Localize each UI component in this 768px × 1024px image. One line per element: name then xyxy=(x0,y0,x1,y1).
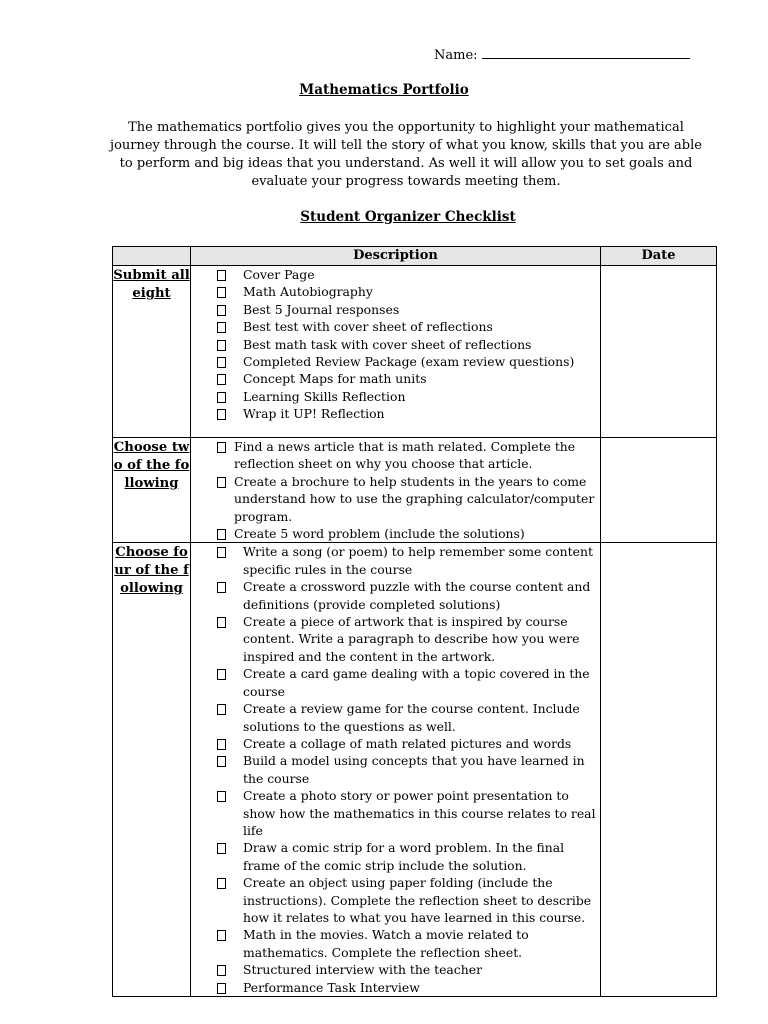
checklist-item xyxy=(217,318,596,335)
checklist-item xyxy=(217,752,596,787)
checkbox[interactable] xyxy=(217,477,226,488)
header-date: Date xyxy=(601,247,717,266)
header-label xyxy=(113,247,191,266)
row-description xyxy=(191,543,601,997)
checklist-item-text: Create a photo story or power point presentation to show how the mathematics in this course relates to real life xyxy=(243,788,596,838)
checklist-item xyxy=(217,283,596,300)
checkbox[interactable] xyxy=(217,374,226,385)
checklist-item xyxy=(217,543,596,578)
name-blank[interactable] xyxy=(482,46,690,59)
checklist-item-text: Cover Page xyxy=(243,267,315,282)
checklist-item xyxy=(217,353,596,370)
name-field xyxy=(434,46,690,63)
table-row xyxy=(113,438,717,543)
checklist-item-text: Math Autobiography xyxy=(243,284,373,300)
checklist-item xyxy=(217,370,596,387)
checkbox[interactable] xyxy=(217,983,226,994)
checklist-item-text: Completed Review Package (exam review questions) xyxy=(243,354,575,370)
checklist-item-text: Wrap it UP! Reflection xyxy=(243,406,385,422)
checklist-item-text: Create a collage of math related pictures and words xyxy=(243,735,572,751)
checkbox[interactable] xyxy=(217,442,226,453)
checkbox[interactable] xyxy=(217,582,226,593)
checklist-table xyxy=(112,246,717,997)
checklist-item xyxy=(217,926,596,961)
checklist-item-text: Write a song (or poem) to help remember some content specific rules in the course xyxy=(243,544,593,577)
row-description xyxy=(191,266,601,438)
table-row xyxy=(113,543,717,997)
table-header-row xyxy=(113,247,717,266)
row-date-cell[interactable] xyxy=(601,543,717,997)
checklist-item xyxy=(217,473,596,525)
row-label: Choose four of the following xyxy=(113,543,191,997)
checkbox[interactable] xyxy=(217,843,226,854)
checklist-item-text: Best math task with cover sheet of reflections xyxy=(243,336,532,352)
checklist-item-text: Draw a comic strip for a word problem. In the final frame of the comic strip include the solution. xyxy=(243,840,565,873)
checkbox[interactable] xyxy=(217,529,226,540)
checklist-item xyxy=(217,787,596,839)
checkbox[interactable] xyxy=(217,965,226,976)
checkbox[interactable] xyxy=(217,357,226,368)
checkbox[interactable] xyxy=(217,791,226,802)
checklist-item-text: Create a review game for the course content. Include solutions to the questions as well. xyxy=(243,701,580,734)
checklist-item-text: Learning Skills Reflection xyxy=(243,388,406,404)
checklist-item xyxy=(217,839,596,874)
header-description: Description xyxy=(191,247,601,266)
checklist-item xyxy=(217,525,596,542)
checkbox[interactable] xyxy=(217,739,226,750)
checklist-item-text: Best 5 Journal responses xyxy=(243,301,400,317)
checkbox[interactable] xyxy=(217,547,226,558)
checklist-item xyxy=(217,438,596,473)
checklist-item-text: Create a piece of artwork that is inspired by course content. Write a paragraph to describe how you were inspired and the content in the artwork. xyxy=(243,614,580,664)
checklist-item xyxy=(217,301,596,318)
checklist-item xyxy=(217,336,596,353)
name-label: Name: xyxy=(434,48,478,63)
checklist-item-text: Concept Maps for math units xyxy=(243,371,427,387)
checklist-item xyxy=(217,979,596,996)
checklist-item-text: Create an object using paper folding (include the instructions). Complete the reflection sheet to describe how it relates to what you have learned in this course. xyxy=(243,875,592,925)
row-label: Choose two of the following xyxy=(113,438,191,543)
checklist-title: Student Organizer Checklist xyxy=(300,209,516,225)
intro-paragraph: The mathematics portfolio gives you the opportunity to highlight your mathematical journey through the course. It will tell the story of what you know, skills that you are able to perform and big ideas that you understand. As well it will allow you to set goals and evaluate your progress towards meeting them. xyxy=(110,120,702,189)
checklist-item xyxy=(217,874,596,926)
page-title: Mathematics Portfolio xyxy=(299,82,469,98)
checklist-item-text: Create a card game dealing with a topic covered in the course xyxy=(243,666,590,699)
checkbox[interactable] xyxy=(217,322,226,333)
checklist-item-text: Create a brochure to help students in the years to come understand how to use the graphing calculator/computer program. xyxy=(234,473,595,524)
checkbox[interactable] xyxy=(217,669,226,680)
checklist-item xyxy=(217,665,596,700)
checkbox[interactable] xyxy=(217,305,226,316)
checklist-item-text: Build a model using concepts that you have learned in the course xyxy=(243,753,585,786)
checklist-item-text: Structured interview with the teacher xyxy=(243,962,482,978)
checkbox[interactable] xyxy=(217,340,226,351)
checklist-item xyxy=(217,735,596,752)
checklist-item-text: Math in the movies. Watch a movie related to mathematics. Complete the reflection sheet. xyxy=(243,927,529,960)
checklist-item-text: Find a news article that is math related. Complete the reflection sheet on why you choose that article. xyxy=(234,439,576,472)
row-date-cell[interactable] xyxy=(601,266,717,438)
checklist-item xyxy=(217,388,596,405)
table-row xyxy=(113,266,717,438)
checklist-item-text: Best test with cover sheet of reflections xyxy=(243,319,493,335)
checklist-item-text: Create 5 word problem (include the solutions) xyxy=(234,526,525,542)
row-label: Submit all eight xyxy=(113,266,191,438)
checkbox[interactable] xyxy=(217,756,226,767)
checkbox[interactable] xyxy=(217,270,226,281)
checkbox[interactable] xyxy=(217,617,226,628)
checkbox[interactable] xyxy=(217,409,226,420)
checkbox[interactable] xyxy=(217,287,226,298)
row-description xyxy=(191,438,601,543)
checklist-item xyxy=(217,613,596,665)
checklist-item xyxy=(217,266,596,283)
checklist-item-text: Performance Task Interview xyxy=(243,979,420,995)
checkbox[interactable] xyxy=(217,392,226,403)
checkbox[interactable] xyxy=(217,930,226,941)
checkbox[interactable] xyxy=(217,704,226,715)
checklist-item xyxy=(217,961,596,978)
checklist-item-text: Create a crossword puzzle with the course content and definitions (provide completed solutions) xyxy=(243,579,591,612)
checklist-item xyxy=(217,578,596,613)
checkbox[interactable] xyxy=(217,878,226,889)
row-date-cell[interactable] xyxy=(601,438,717,543)
checklist-item xyxy=(217,405,596,422)
checklist-item xyxy=(217,700,596,735)
